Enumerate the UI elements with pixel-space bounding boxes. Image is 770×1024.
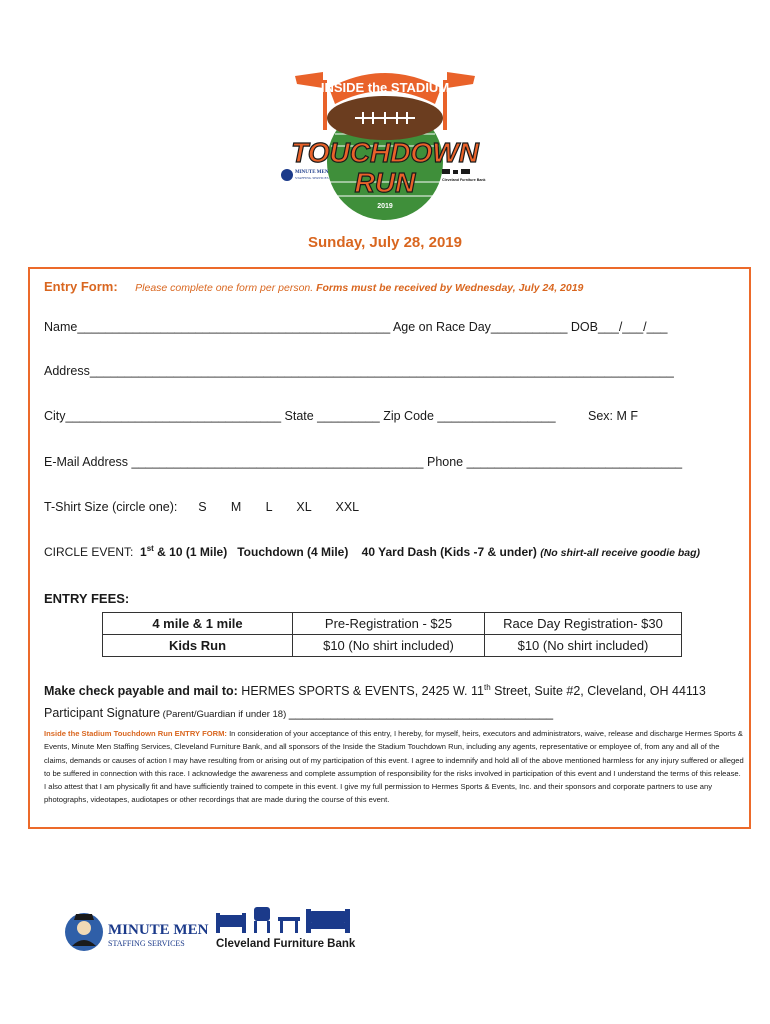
fee-cell: Race Day Registration- $30 bbox=[485, 613, 682, 635]
table-row bbox=[103, 613, 682, 635]
fee-cell: 4 mile & 1 mile bbox=[103, 613, 293, 635]
touchdown-run-logo-graphic bbox=[275, 62, 495, 232]
entry-form-note bbox=[135, 282, 583, 294]
furniture-icon bbox=[216, 907, 350, 933]
event-touchdown[interactable]: Touchdown (4 Mile) bbox=[237, 545, 349, 559]
signature-blank[interactable]: ______________________________________ bbox=[288, 706, 554, 720]
entry-form-header bbox=[44, 279, 583, 294]
entry-form-label: Entry Form: bbox=[44, 279, 118, 294]
logo-left-sponsor: MINUTE MEN bbox=[295, 170, 329, 175]
furniture-mini-icon bbox=[442, 169, 470, 174]
payable-label: Make check payable and mail to: bbox=[44, 684, 238, 699]
fee-cell: Pre-Registration - $25 bbox=[293, 613, 485, 635]
logo-year: 2019 bbox=[377, 203, 393, 210]
event-date: Sunday, July 28, 2019 bbox=[308, 234, 462, 251]
tshirt-size-line[interactable]: T-Shirt Size (circle one): S M L XL XXL bbox=[44, 500, 360, 514]
event-1-sup: st bbox=[146, 544, 154, 553]
payable-address-2: Street, Suite #2, Cleveland, OH 44113 bbox=[490, 684, 706, 699]
logo-title-top: INSIDE the STADIUM bbox=[320, 80, 450, 95]
event-1-prefix: 1 bbox=[140, 545, 147, 559]
liability-waiver bbox=[44, 727, 744, 807]
entry-note-text: Please complete one form per person. bbox=[135, 282, 314, 294]
logo-right-sponsor: Cleveland Furniture Bank bbox=[442, 178, 486, 182]
logo-left-sponsor-sub: STAFFING SERVICES bbox=[295, 176, 329, 180]
waiver-title: Inside the Stadium Touchdown Run ENTRY FORM: bbox=[44, 729, 227, 738]
minute-men-mini-icon bbox=[281, 169, 293, 181]
minute-men-logo bbox=[62, 906, 212, 956]
event-1st-and-10[interactable] bbox=[140, 545, 227, 559]
logo-title-main-1: TOUCHDOWN bbox=[291, 137, 479, 168]
minute-men-sub: STAFFING SERVICES bbox=[108, 939, 185, 948]
email-phone-line[interactable]: E-Mail Address __________________________________________ Phone _______________________________ bbox=[44, 455, 683, 469]
minute-men-name: MINUTE MEN bbox=[108, 922, 209, 938]
waiver-text: In consideration of your acceptance of this entry, I hereby, for myself, heirs, executors and administrators, waive, release and discharge Hermes Sports & Events, Minute Men Staffing Services, Cleveland Furniture Bank, and all sponsors of the Inside the Stadium Touchdown Run, including any agents, representative or employee of, from any and all of the claims, demands or causes of action I may have resulting from or arising out of my participation of this event. I agree to indemnify and hold all of the above mentioned harmless for any injury suffered or alleged to be suffered in connection with this race. I acknowledge the awareness and complete assumption of responsibility for the risks involved in participation of this event and I understand the terms of this release. I also attest that I am physically fit and have sufficiently trained to compete in this event. I give my full permission to Hermes Sports & Events, Inc. and their sponsors and corporate partners to use any photographs, videotapes, audiotapes or other recordings that are made during the course of this event. bbox=[44, 729, 744, 805]
fee-cell: $10 (No shirt included) bbox=[293, 635, 485, 657]
entry-form bbox=[28, 267, 751, 829]
city-state-zip-line[interactable]: City_______________________________ State _________ Zip Code _________________ bbox=[44, 409, 556, 423]
signature-line[interactable] bbox=[44, 706, 553, 720]
fee-cell: $10 (No shirt included) bbox=[485, 635, 682, 657]
event-logo bbox=[275, 62, 495, 232]
payable-sup: th bbox=[483, 683, 491, 692]
entry-fees-table bbox=[102, 612, 682, 657]
cfb-name: Cleveland Furniture Bank bbox=[216, 938, 356, 950]
sex-selection[interactable]: Sex: M F bbox=[588, 409, 639, 423]
cleveland-furniture-bank-logo bbox=[214, 903, 364, 955]
fee-cell: Kids Run bbox=[103, 635, 293, 657]
logo-title-main-2: RUN bbox=[354, 167, 416, 198]
circle-event-line[interactable] bbox=[44, 544, 700, 559]
name-age-dob-line[interactable]: Name_____________________________________________ Age on Race Day___________ DOB___/___/___ bbox=[44, 320, 668, 334]
entry-deadline: Forms must be received by Wednesday, July 24, 2019 bbox=[316, 282, 584, 294]
signature-label: Participant Signature bbox=[44, 706, 161, 720]
table-row bbox=[103, 635, 682, 657]
address-line[interactable]: Address____________________________________________________________________________________ bbox=[44, 364, 674, 378]
entry-fees-title: ENTRY FEES: bbox=[44, 591, 130, 606]
event-3-note: (No shirt-all receive goodie bag) bbox=[540, 547, 701, 559]
event-40-yard-dash[interactable]: 40 Yard Dash (Kids -7 & under) bbox=[361, 545, 537, 559]
event-1-rest: & 10 (1 Mile) bbox=[153, 545, 228, 559]
circle-event-label: CIRCLE EVENT: bbox=[44, 545, 134, 559]
payable-line bbox=[44, 683, 706, 698]
payable-address-1: HERMES SPORTS & EVENTS, 2425 W. 11 bbox=[237, 684, 484, 699]
signature-note: (Parent/Guardian if under 18) bbox=[160, 709, 289, 720]
